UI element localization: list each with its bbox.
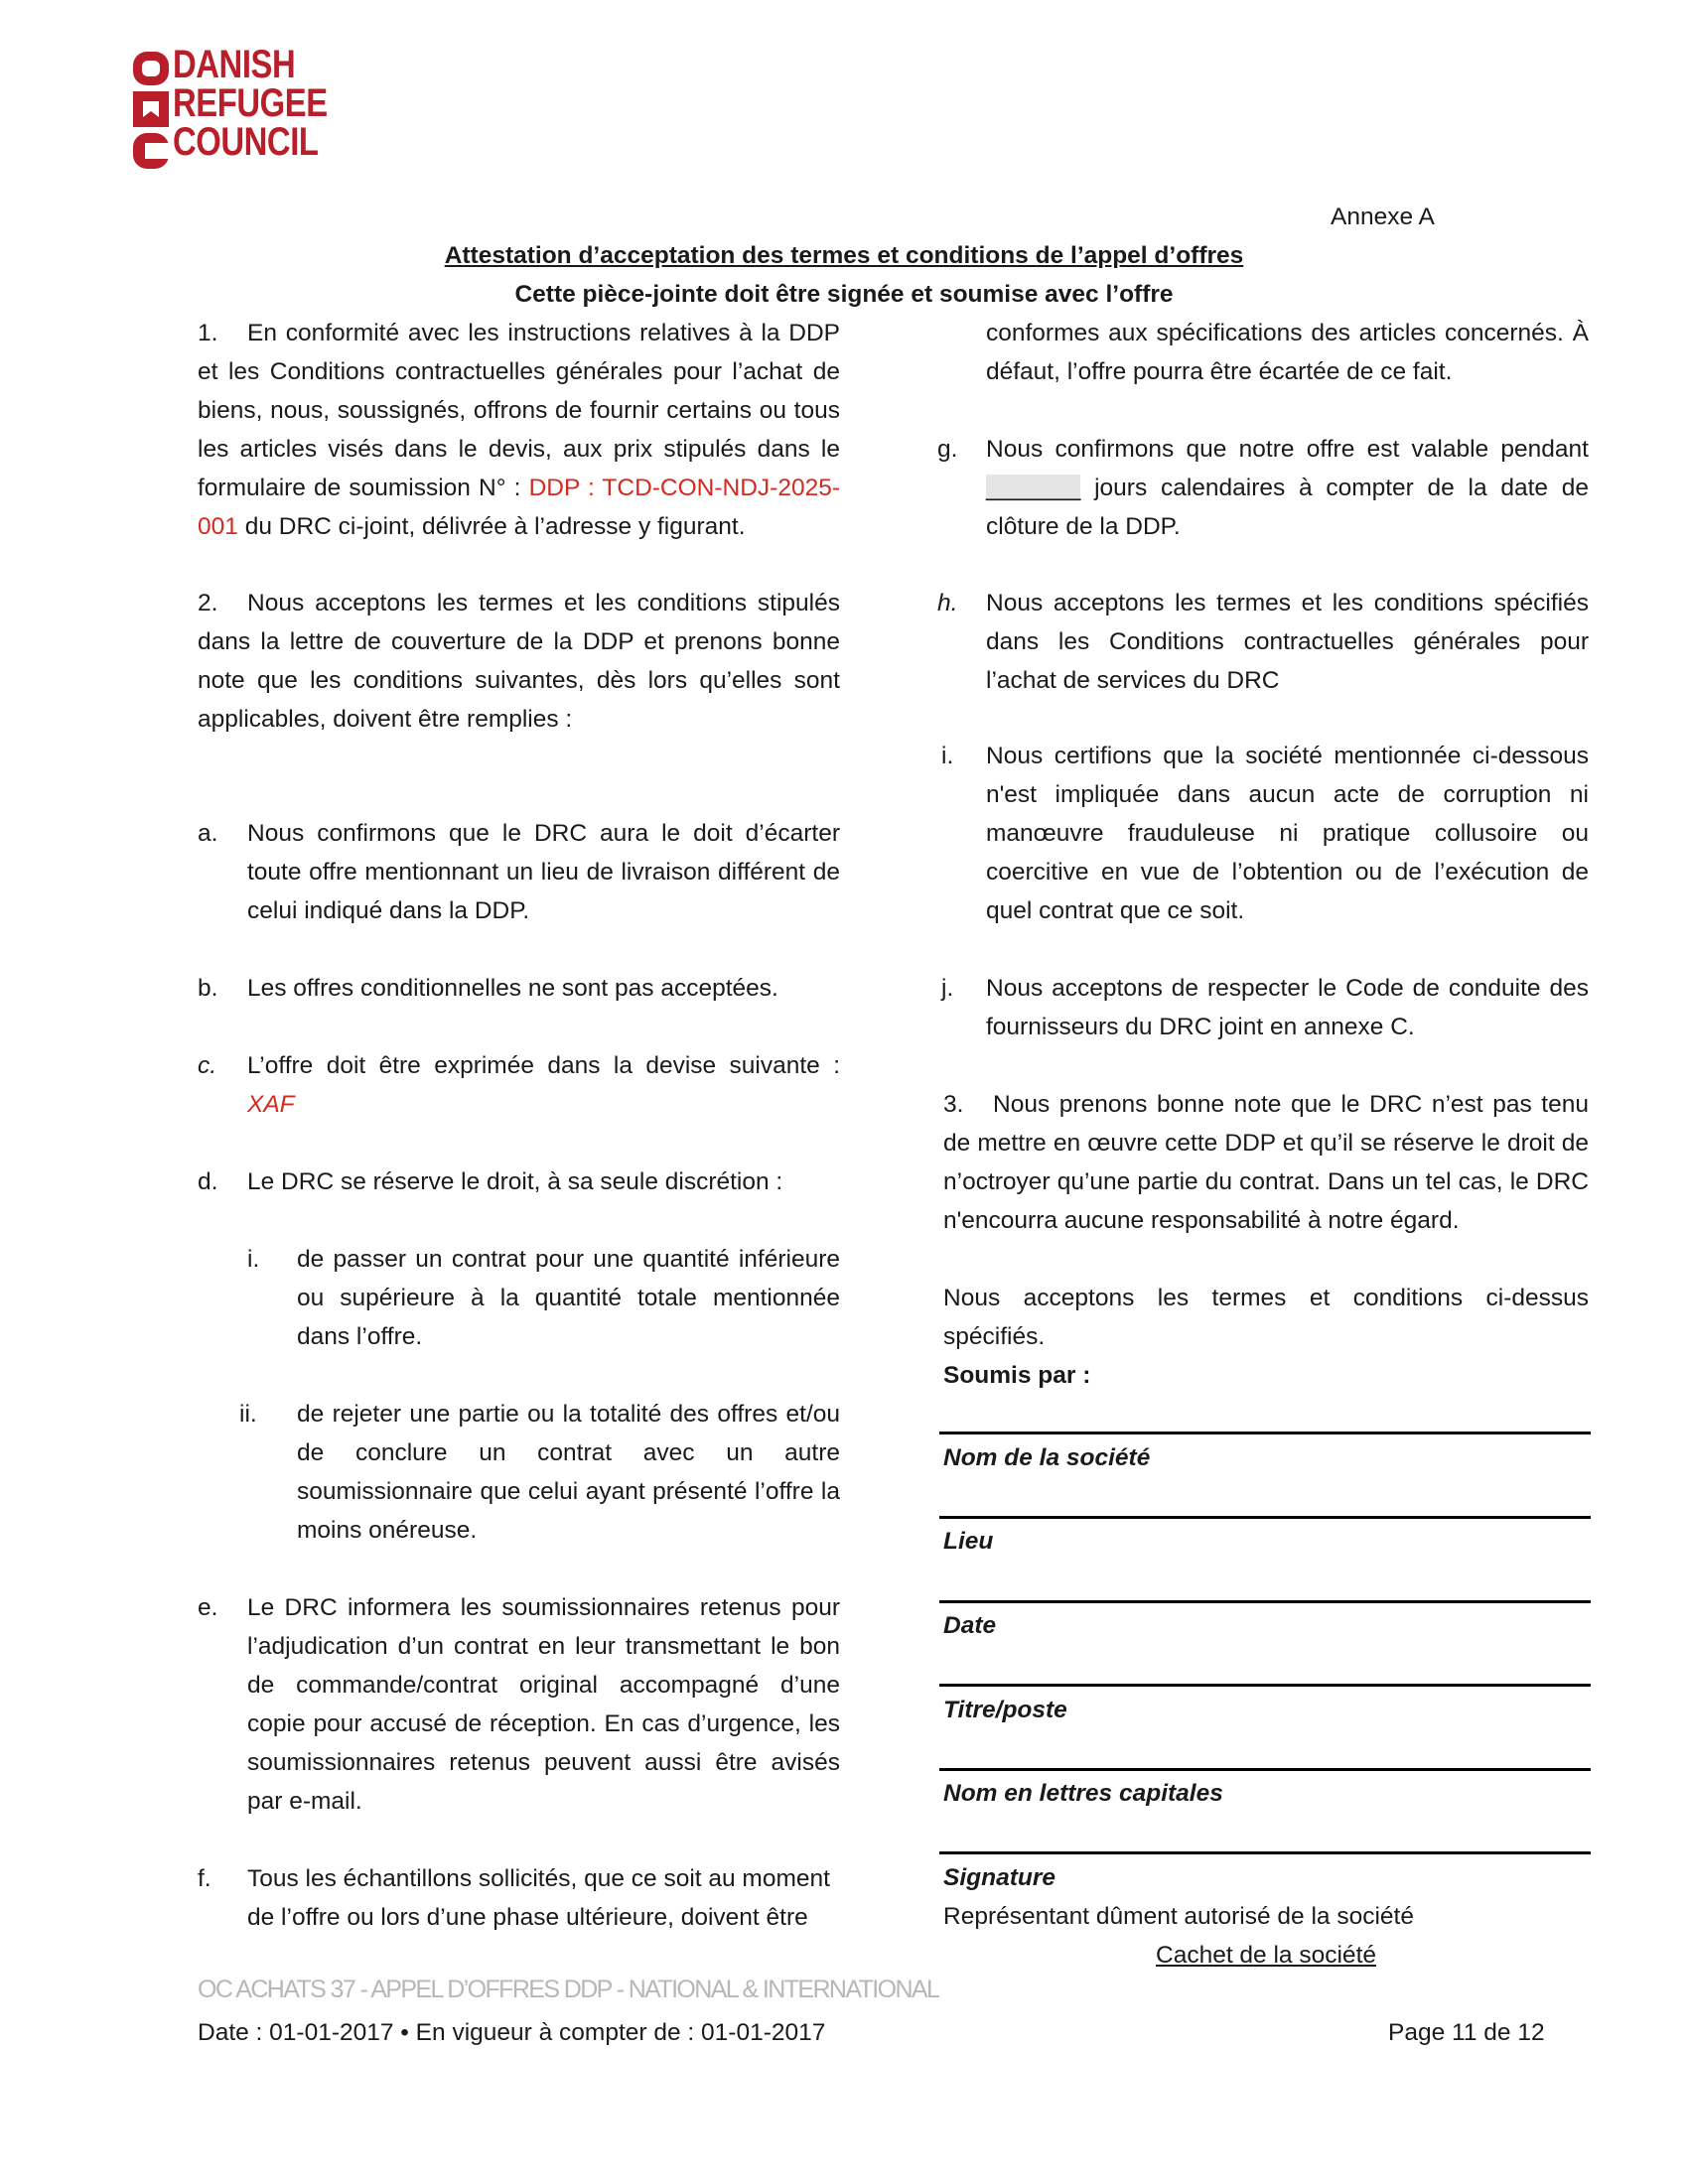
paragraph-2-number: 2. [198,590,218,616]
paragraph-3 [943,1085,1589,1240]
company-name-line[interactable] [939,1432,1591,1434]
condition-d-label: d. [198,1168,218,1195]
logo-line-2: REFUGEE [173,81,328,125]
representative-label: Représentant dûment autorisé de la société [943,1903,1414,1930]
paragraph-1 [198,314,840,546]
paragraph-1-text: En conformité avec les instructions relatives à la DDP et les Conditions contractuelles générales pour l’achat de biens, nous, soussignés, offrons de fournir certains ou tous les articles visés dans le devis, aux prix stipulés dans le formulaire de soumission N° : [198,320,840,501]
condition-e-label: e. [198,1594,218,1621]
signature-line[interactable] [939,1851,1591,1854]
place-line[interactable] [939,1516,1591,1519]
acceptance-statement: Nous acceptons les termes et conditions ci-dessus spécifiés. [943,1285,1589,1350]
condition-j-text: Nous acceptons de respecter le Code de conduite des fournisseurs du DRC joint en annexe C. [986,975,1589,1040]
paragraph-3-number: 3. [943,1091,964,1118]
position-line[interactable] [939,1684,1591,1687]
logo-line-3: COUNCIL [173,120,319,164]
position-label: Titre/poste [943,1697,1067,1723]
company-name-label: Nom de la société [943,1444,1151,1471]
place-label: Lieu [943,1528,994,1555]
condition-i-label: i. [941,743,954,769]
condition-g-body: Nous confirmons que notre offre est valable pendant [986,436,1589,463]
condition-h-text: Nous acceptons les termes et les conditions spécifiés dans les Conditions contractuelles générales pour l’achat de services du DRC [986,590,1589,694]
condition-c-text [247,1046,840,1124]
condition-g-text [986,430,1589,546]
name-caps-label: Nom en lettres capitales [943,1780,1223,1807]
condition-d-i-label: i. [247,1246,260,1273]
drc-logo-mark [133,52,169,169]
condition-a-label: a. [198,820,218,847]
drc-logo-wordmark [173,43,328,164]
condition-a-text: Nous confirmons que le DRC aura le doit d’écarter toute offre mentionnant un lieu de livraison différent de celui indiqué dans la DDP. [247,820,840,924]
condition-g-body-end: jours calendaires à compter de la date de clôture de la DDP. [986,475,1589,540]
condition-f-label: f. [198,1865,211,1892]
name-caps-line[interactable] [939,1768,1591,1771]
condition-j-label: j. [941,975,954,1002]
date-line[interactable] [939,1600,1591,1603]
condition-f-text: Tous les échantillons sollicités, que ce soit au moment de l’offre ou lors d’une phase ultérieure, doivent être [247,1865,830,1931]
condition-i-text: Nous certifions que la société mentionnée ci-dessous n'est impliquée dans aucun acte de corruption ni manœuvre frauduleuse ni pratique collusoire ou coercitive en vue de l’obtention ou de l’exécution de quel contrat que ce soit. [986,743,1589,924]
condition-h-label: h. [937,590,958,616]
page-title: Attestation d’acceptation des termes et conditions de l’appel d’offres [444,242,1244,269]
condition-c-label: c. [198,1052,217,1079]
footer-doc-ref: OC ACHATS 37 - APPEL D’OFFRES DDP - NATIONAL & INTERNATIONAL [198,1976,939,2003]
signature-label: Signature [943,1864,1055,1891]
logo-line-1: DANISH [173,43,296,86]
page-subtitle: Cette pièce-jointe doit être signée et soumise avec l’offre [514,281,1174,308]
condition-b-text: Les offres conditionnelles ne sont pas acceptées. [247,975,778,1002]
paragraph-1-text-end: du DRC ci-joint, délivrée à l’adresse y figurant. [237,513,746,540]
validity-days-blank[interactable]: _______ [986,475,1081,501]
ddp-reference: DDP : TCD-CON-NDJ-2025-001 [198,475,840,540]
company-stamp-label: Cachet de la société [1156,1942,1376,1969]
condition-d-ii-text: de rejeter une partie ou la totalité des offres et/ou de conclure un contrat avec un autre soumissionnaire que celui ayant présenté l’offre la moins onéreuse. [297,1401,840,1544]
submitted-by-label: Soumis par : [943,1362,1091,1389]
condition-c-body: L’offre doit être exprimée dans la devise suivante : [247,1052,840,1079]
condition-f-continued: conformes aux spécifications des articles concernés. À défaut, l’offre pourra être écartée de ce fait. [986,320,1589,385]
annex-label: Annexe A [1331,204,1435,230]
paragraph-2 [198,584,840,739]
footer-dates: Date : 01-01-2017 • En vigueur à compter de : 01-01-2017 [198,2019,826,2046]
footer-page-number: Page 11 de 12 [1388,2019,1545,2046]
paragraph-1-number: 1. [198,320,218,346]
condition-d-ii-label: ii. [239,1401,257,1428]
condition-b-label: b. [198,975,218,1002]
condition-g-label: g. [937,436,958,463]
date-label: Date [943,1612,997,1639]
condition-d-text: Le DRC se réserve le droit, à sa seule discrétion : [247,1168,783,1195]
condition-e-text: Le DRC informera les soumissionnaires retenus pour l’adjudication d’un contrat en leur transmettant le bon de commande/contrat original accompagné d’une copie pour accusé de réception. En cas d’urgence, les soumissionnaires retenus peuvent aussi être avisés par e-mail. [247,1594,840,1815]
paragraph-2-text: Nous acceptons les termes et les conditions stipulés dans la lettre de couverture de la DDP et prenons bonne note que les conditions suivantes, dès lors qu’elles sont applicables, doivent être remplies : [198,590,840,733]
condition-d-i-text: de passer un contrat pour une quantité inférieure ou supérieure à la quantité totale mentionnée dans l’offre. [297,1246,840,1350]
paragraph-3-text: Nous prenons bonne note que le DRC n’est pas tenu de mettre en œuvre cette DDP et qu’il se réserve le droit de n’octroyer qu’une partie du contrat. Dans un tel cas, le DRC n'encourra aucune responsabilité à notre égard. [943,1091,1589,1234]
currency-value: XAF [247,1091,295,1118]
